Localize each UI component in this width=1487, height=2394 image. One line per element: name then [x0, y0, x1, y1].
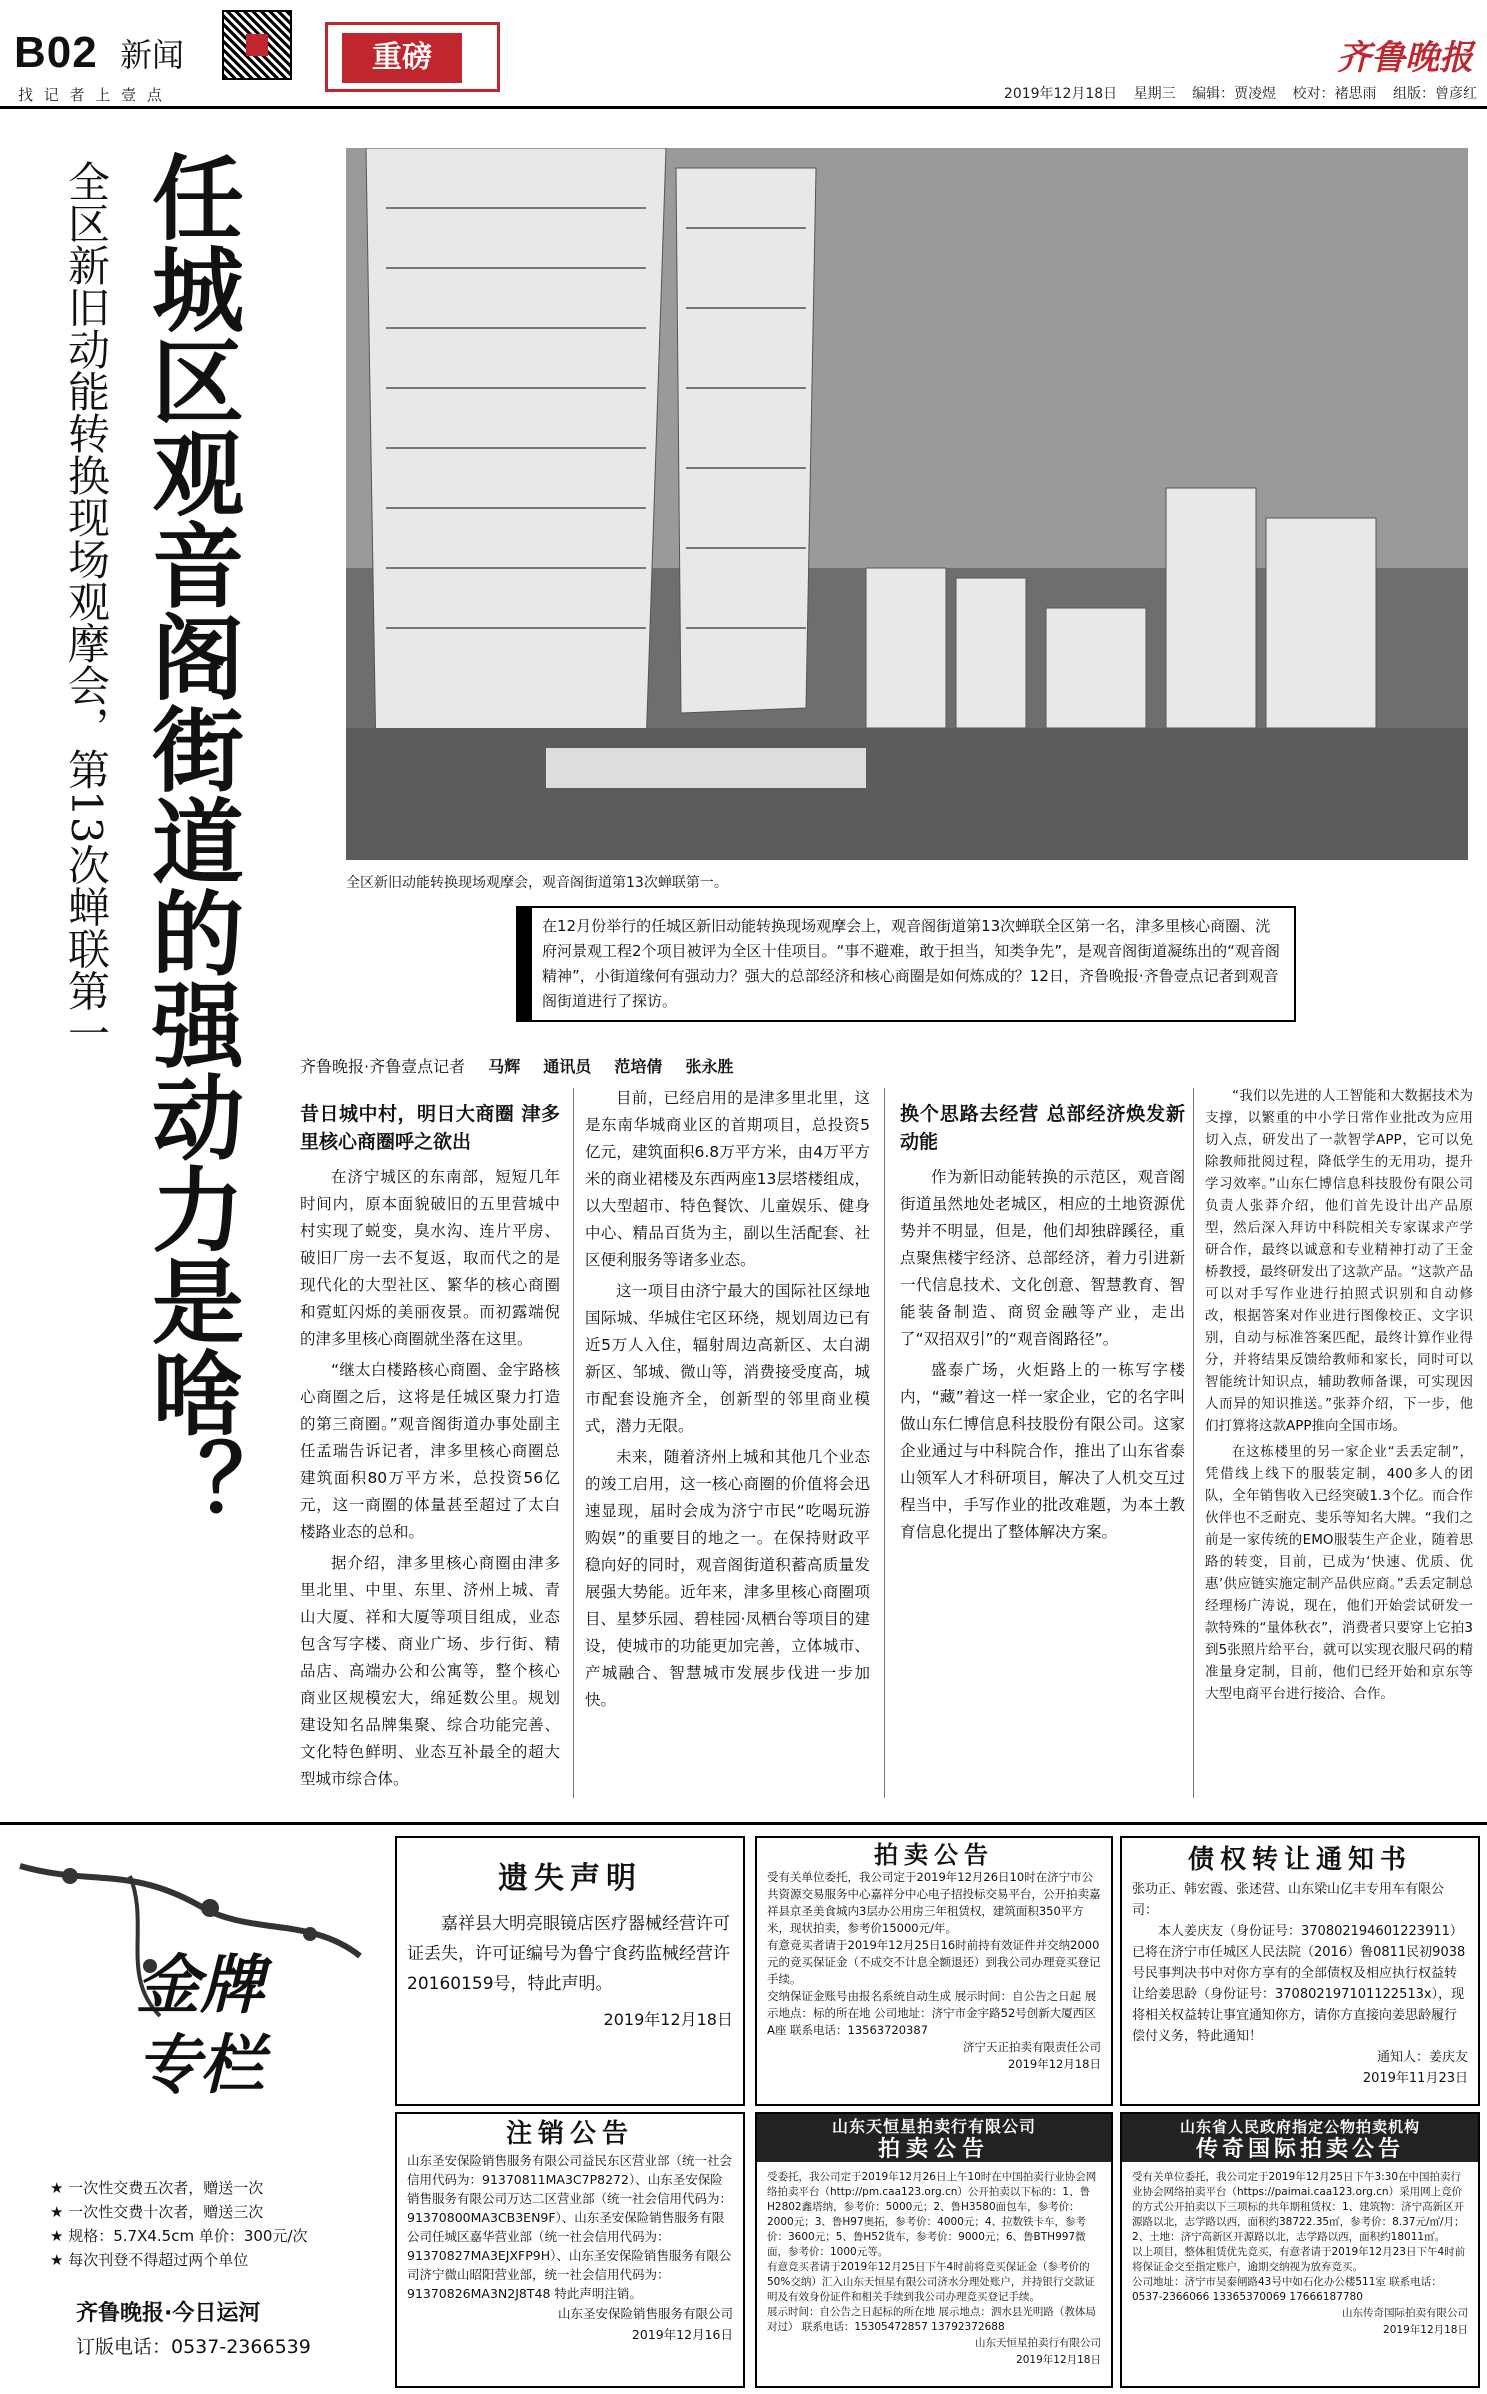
paragraph: “我们以先进的人工智能和大数据技术为支撑，以繁重的中小学日常作业批改为应用切入点，研发出了一款智学APP，它可以免除教师批阅过程，降低学生的无用功，提升学习效率。”山东仁博信息科技股份有限公司负责人张莽介绍，他们首先设计出产品原型，然后深入拜访中科院相关专家谋求产学研合作，最终以诚意和专业精神打动了王金桥教授，最终研发出了这款产品。“这款产品可以对手写作业进行拍照式识别和自动修改，根据答案对作业进行图像校正、文字识别，自动与标准答案匹配，最终计算作业得分，并将结果反馈给教师和家长，同时可以智能统计知识点，辅助教师备课，可实现因人而异的知识推送。”张莽介绍，下一步，他们打算将这款APP推向全国市场。	[1205, 1088, 1473, 1434]
headline: 任城区观音阁街道的强动力是啥？	[137, 150, 245, 1530]
auction-notice-3: 山东省人民政府指定公物拍卖机构 传奇国际拍卖公告 受有关单位委托，我公司定于2019年12月25日下午3:30在中国拍卖行业协会网络拍卖平台（https://paimai.caa123.org.cn）采用网上竞价的方式公开拍卖以下三项标的共年期租赁权：1、建筑物：济宁高新区开源路以北，志学路以西，面积约38722.35㎡，参考价：8.37元/㎡/月；2、土地：济宁高新区开源路以北，志学路以西，面积约18011㎡。 以上项目，整体租赁优先竞买，有意者请于2019年12月23日下午4时前将保证金交至指定账户，逾期交纳视为放弃竞买。 公司地址：济宁市吴泰闸路43号中如石化办公楼511室 联系电话：0537-2366066 13365370069 17666187780 山东传奇国际拍卖有限公司 2019年12月18日	[1120, 2112, 1480, 2388]
photo-caption: 全区新旧动能转换现场观摩会，观音阁街道第13次蝉联第一。	[346, 875, 728, 891]
gold-brand: 齐鲁晚报·今日运河	[76, 2301, 261, 2326]
qr-code-icon	[222, 10, 292, 80]
article-column-1	[300, 1100, 560, 1793]
lead-paragraph: 在12月份举行的任城区新旧动能转换现场观摩会上，观音阁街道第13次蝉联全区第一名，津多里核心商圈、洸府河景观工程2个项目被评为全区十佳项目。“事不避难，敢于担当，知类争先”，是观音阁街道凝练出的“观音阁精神”，小街道缘何有强动力？强大的总部经济和核心商圈是如何炼成的？12日，齐鲁晚报·齐鲁壹点记者到观音阁街道进行了探访。	[516, 906, 1296, 1022]
byline	[300, 1054, 734, 1077]
auction-notice-2: 山东天恒星拍卖行有限公司 拍卖公告 受委托，我公司定于2019年12月26日上午10时在中国拍卖行业协会网络拍卖平台（http://pm.caa123.org.cn）公开拍卖以下标的：1、鲁H2802鑫塔纳，参考价：5000元；2、鲁H3580面包车，参考价：2000元；3、鲁H97奥拓，参考价：4000元；4、拉数铁卡车，参考价：3600元；5、鲁H52货车，参考价：9000元；6、鲁BTH997微面，参考价：1000元等。 有意竞买者请于2019年12月25日下午4时前将竞买保证金（参考价的50%交纳）汇入山东天恒星有限公司济水分理处账户，并持银行交款证明及有效身份证件和相关手续到我公司办理竞买登记手续。 展示时间：自公告之日起标的所在地 展示地点：泗水县光明路（教体局对过） 联系电话：15305472857 13792372688 山东天恒星拍卖行有限公司 2019年12月18日	[755, 2112, 1113, 2388]
column-divider	[884, 1088, 885, 1798]
byline-corr1: 范培倩	[614, 1057, 663, 1076]
gold-column-ad	[0, 1826, 380, 2394]
proofreader: 校对：褚思雨	[1292, 86, 1377, 102]
news-photo	[346, 148, 1468, 860]
paragraph: 在济宁城区的东南部，短短几年时间内，原本面貌破旧的五里营城中村实现了蜕变，臭水沟、连片平房、破旧厂房一去不复返，取而代之的是现代化的大型社区、繁华的核心商圈和霓虹闪烁的美丽夜景。而初露端倪的津多里核心商圈就坐落在这里。	[300, 1168, 560, 1348]
paragraph: 这一项目由济宁最大的国际社区绿地国际城、华城住宅区环绕，规划周边已有近5万人入住，辐射周边高新区、太白湖新区、邹城、微山等，消费接受度高，城市配套设施齐全，创新型的邻里商业模式，潜力无限。	[585, 1282, 870, 1435]
lost-notice: 遗失声明 嘉祥县大明亮眼镜店医疗器械经营许可证丢失，许可证编号为鲁宁食药监械经营许20160159号，特此声明。 2019年12月18日	[395, 1836, 745, 2106]
gold-tel: 订版电话：0537-2366539	[76, 2336, 311, 2358]
byline-corr2: 张永胜	[685, 1057, 734, 1076]
slogan: 找 记 者 上 壹 点	[18, 86, 165, 104]
subheadline: 全区新旧动能转换现场观摩会，第13次蝉联第一	[62, 160, 111, 1054]
page-number: B02	[14, 28, 98, 77]
brand-logo: 齐鲁晚报	[1337, 38, 1473, 78]
ads-rule	[0, 1822, 1487, 1825]
header-rule	[0, 106, 1487, 109]
section-badge: 重磅	[325, 22, 500, 92]
article-column-3	[900, 1100, 1185, 1546]
issue-date: 2019年12月18日	[1003, 86, 1118, 102]
paragraph: 作为新旧动能转换的示范区，观音阁街道虽然地处老城区，相应的土地资源优势并不明显，但是，他们却独辟蹊径，重点聚焦楼宇经济、总部经济，着力引进新一代信息技术、文化创意、智慧教育、智能装备制造、商贸金融等产业，走出了“双招双引”的“观音阁路径”。	[900, 1168, 1185, 1348]
layout-editor: 组版：曾彦红	[1393, 86, 1477, 102]
issue-meta	[992, 83, 1477, 103]
byline-reporter: 马辉	[488, 1057, 521, 1076]
paragraph: 未来，随着济州上城和其他几个业态的竣工启用，这一核心商圈的价值将会迅速显现，届时会成为济宁市民“吃喝玩游购娱”的重要目的地之一。在保持财政平稳向好的同时，观音阁街道积蓄高质量发展强大势能。近年来，津多里核心商圈项目、星梦乐园、碧桂园·凤栖台等项目的建设，使城市的功能更加完善，立体城市、产城融合、智慧城市发展步伐进一步加快。	[585, 1448, 870, 1709]
debt-transfer-notice: 债权转让通知书 张功正、韩宏霞、张述营、山东梁山亿丰专用车有限公司： 本人姜庆友（身份证号：370802194601223911）已将在济宁市任城区人民法院（2016）鲁0811民初9038号民事判决书中对你方享有的全部债权及相应执行权益转让给姜思龄（身份证号：370802197101122513x），现将相关权益转让事宜通知你方，请你方直接向姜思龄履行偿付义务，特此通知！ 通知人：姜庆友 2019年11月23日	[1120, 1836, 1480, 2106]
column-divider	[573, 1088, 574, 1798]
paragraph: “继太白楼路核心商圈、金宇路核心商圈之后，这将是任城区聚力打造的第三商圈。”观音阁街道办事处副主任孟瑞告诉记者，津多里核心商圈总建筑面积80万平方米，总投资56亿元，这一商圈的体量甚至超过了太白楼路业态的总和。	[300, 1361, 560, 1541]
editor: 编辑：贾凌煜	[1192, 86, 1277, 102]
column-divider	[1193, 1088, 1194, 1798]
cancellation-notice: 注销公告 山东圣安保险销售服务有限公司益民东区营业部（统一社会信用代码为：91370811MA3C7P8272）、山东圣安保险销售服务有限公司万达二区营业部（统一社会信用代码为：91370800MA3CB3EN9F）、山东圣安保险销售服务有限公司任城区嘉华营业部（统一社会信用代码为：91370827MA3EJXFP9H）、山东圣安保险销售服务有限公司济宁微山昭阳营业部，统一社会信用代码为：91370826MA3N2J8T48 特此声明注销。 山东圣安保险销售服务有限公司 2019年12月16日	[395, 2112, 745, 2388]
byline-prefix: 齐鲁晚报·齐鲁壹点记者	[300, 1057, 466, 1076]
section-heading-2: 换个思路去经营 总部经济焕发新动能	[900, 1103, 1185, 1153]
paragraph: 目前，已经启用的是津多里北里，这是东南华城商业区的首期项目，总投资5亿元，建筑面积6.8万平方米，由4万平方米的商业裙楼及东西两座13层塔楼组成，以大型超市、特色餐饮、儿童娱乐、健身中心、精品百货为主，副以生活配套、社区便利服务等诸多业态。	[585, 1089, 870, 1269]
section-name: 新闻	[120, 36, 185, 74]
section-heading-1: 昔日城中村，明日大商圈 津多里核心商圈呼之欲出	[300, 1103, 560, 1153]
gold-title: 金牌 专栏	[136, 1948, 264, 2103]
gold-rules: ★ 一次性交费五次者，赠送一次 ★ 一次性交费十次者，赠送三次 ★ 规格：5.7X4.5cm 单价：300元/次 ★ 每次刊登不得超过两个单位	[50, 2176, 308, 2272]
paragraph: 在这栋楼里的另一家企业“丢丢定制”，凭借线上线下的服装定制，400多人的团队，全年销售收入已经突破1.3个亿。而合作伙伴也不乏耐克、斐乐等知名大牌。“我们之前是一家传统的EMO服装生产企业，随着思路的转变，目前，已成为‘快速、优质、优惠’供应链实施定制产品供应商。”丢丢定制总经理杨广涛说，现在，他们开始尝试研发一款特殊的“量体秋衣”，消费者只要穿上它拍3到5张照片给平台，就可以实现衣服尺码的精准量身定制，目前，他们已经开始和京东等大型电商平台进行接洽、合作。	[1205, 1444, 1473, 1702]
issue-weekday: 星期三	[1133, 86, 1176, 102]
paragraph: 据介绍，津多里核心商圈由津多里北里、中里、东里、济州上城、青山大厦、祥和大厦等项目组成，业态包含写字楼、商业广场、步行街、精品店、高端办公和公寓等，整个核心商业区规模宏大，绵延数公里。规划建设知名品牌集聚、综合功能完善、文化特色鲜明、业态互补最全的超大型城市综合体。	[300, 1554, 560, 1788]
page-header	[0, 0, 1487, 110]
article-column-2	[585, 1085, 870, 1714]
byline-role: 通讯员	[543, 1057, 592, 1076]
article-column-4	[1205, 1085, 1473, 1705]
auction-notice-1: 拍卖公告 受有关单位委托，我公司定于2019年12月26日10时在济宁市公共资源交易服务中心嘉祥分中心电子招投标交易平台，公开拍卖嘉祥县京圣美食城内3层办公用房三年租赁权，建筑面积350平方米，现状拍卖，参考价15000元/年。 有意竞买者请于2019年12月25日16时前持有效证件并交纳2000元的竞买保证金（不成交不计息全额退还）到我公司办理竞买登记手续。 交纳保证金账号由报名系统自动生成 展示时间：自公告之日起 展示地点：标的所在地 公司地址：济宁市金宇路52号创新大厦西区A座 联系电话：13563720387 济宁天正拍卖有限责任公司 2019年12月18日	[755, 1836, 1113, 2106]
paragraph: 盛泰广场，火炬路上的一栋写字楼内，“藏”着这一样一家企业，它的名字叫做山东仁博信息科技股份有限公司。这家企业通过与中科院合作，推出了山东省泰山领军人才科研项目，解决了人机交互过程当中，手写作业的批改难题，为本土教育信息化提出了整体解决方案。	[900, 1361, 1185, 1541]
